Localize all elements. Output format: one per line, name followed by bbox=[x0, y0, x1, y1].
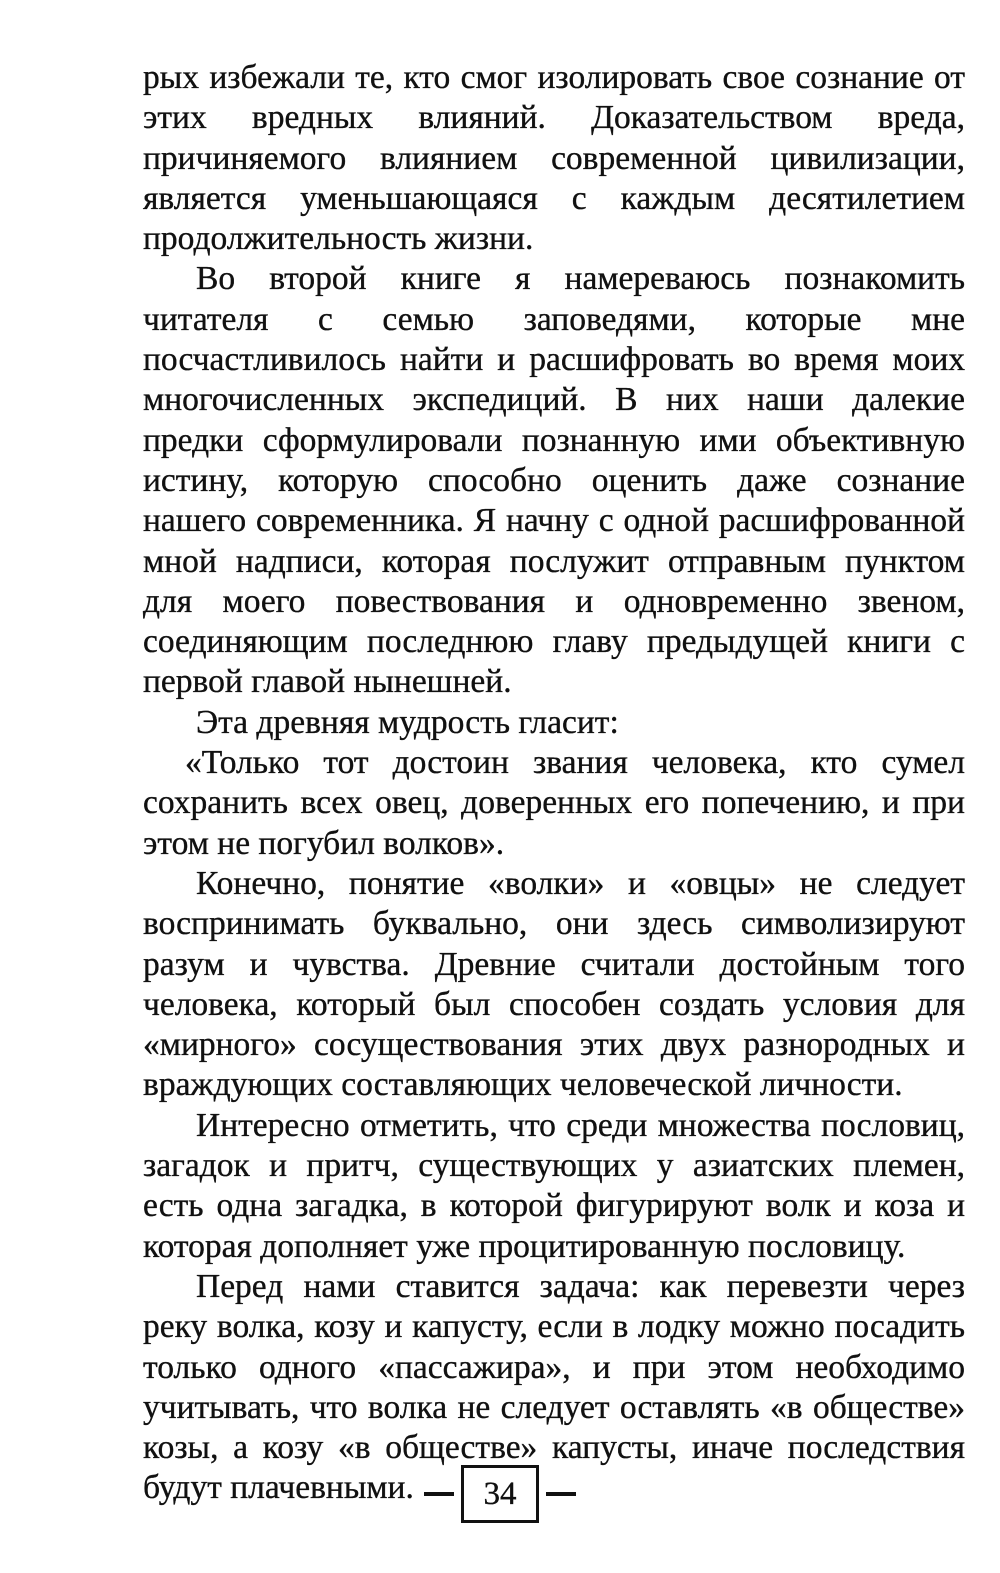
page-number-footer bbox=[0, 1465, 1000, 1523]
right-dash bbox=[546, 1492, 576, 1496]
paragraph-wolves-sheep: Конечно, понятие «волки» и «овцы» не следует воспринимать буквально, они здесь символизируют разум и чувства. Древние считали достойным того человека, который был способен создать условия для «мирного» сосуществования этих двух разнородных и враждующих составляющих человеческой личности. bbox=[143, 864, 965, 1104]
page-number: 34 bbox=[461, 1465, 539, 1523]
paragraph-riddle-intro: Интересно отметить, что среди множества пословиц, загадок и притч, существующих у азиатских племен, есть одна загадка, в которой фигурируют волк и коза и которая дополняет уже процитированную пословицу. bbox=[143, 1106, 965, 1265]
paragraph-wisdom-intro: Эта древняя мудрость гласит: bbox=[196, 703, 619, 741]
paragraph-riddle-task: Перед нами ставится задача: как перевезти через реку волка, козу и капусту, если в лодку можно посадить только одного «пассажира», и при этом необходимо учитывать, что волка не следует оставлять «в обществе» козы, а козу «в обществе» капусты, иначе последствия будут плачевными. bbox=[143, 1267, 965, 1507]
left-dash bbox=[424, 1492, 454, 1496]
paragraph-second-book: Во второй книге я намереваюсь познакомить читателя с семью заповедями, которые мне посчастливилось найти и расшифровать во время моих многочисленных экспедиций. В них наши далекие предки сформулировали познанную ими объективную истину, которую способно оценить даже сознание нашего современника. Я начну с одной расшифрованной мной надписи, которая послужит отправным пунктом для моего повествования и одновременно звеном, соединяющим последнюю главу предыдущей книги с первой главой нынешней. bbox=[143, 260, 965, 701]
paragraph-continuation: рых избежали те, кто смог изолировать свое сознание от этих вредных влияний. Доказательством вреда, причиняемого влиянием современной цивилизации, является уменьшающаяся с каждым десятилетием продолжительность жизни. bbox=[143, 59, 965, 258]
paragraph-quote: «Только тот достоин звания человека, кто сумел сохранить всех овец, доверенных его попечению, и при этом не погубил волков». bbox=[143, 744, 965, 862]
body-text bbox=[143, 58, 965, 1509]
